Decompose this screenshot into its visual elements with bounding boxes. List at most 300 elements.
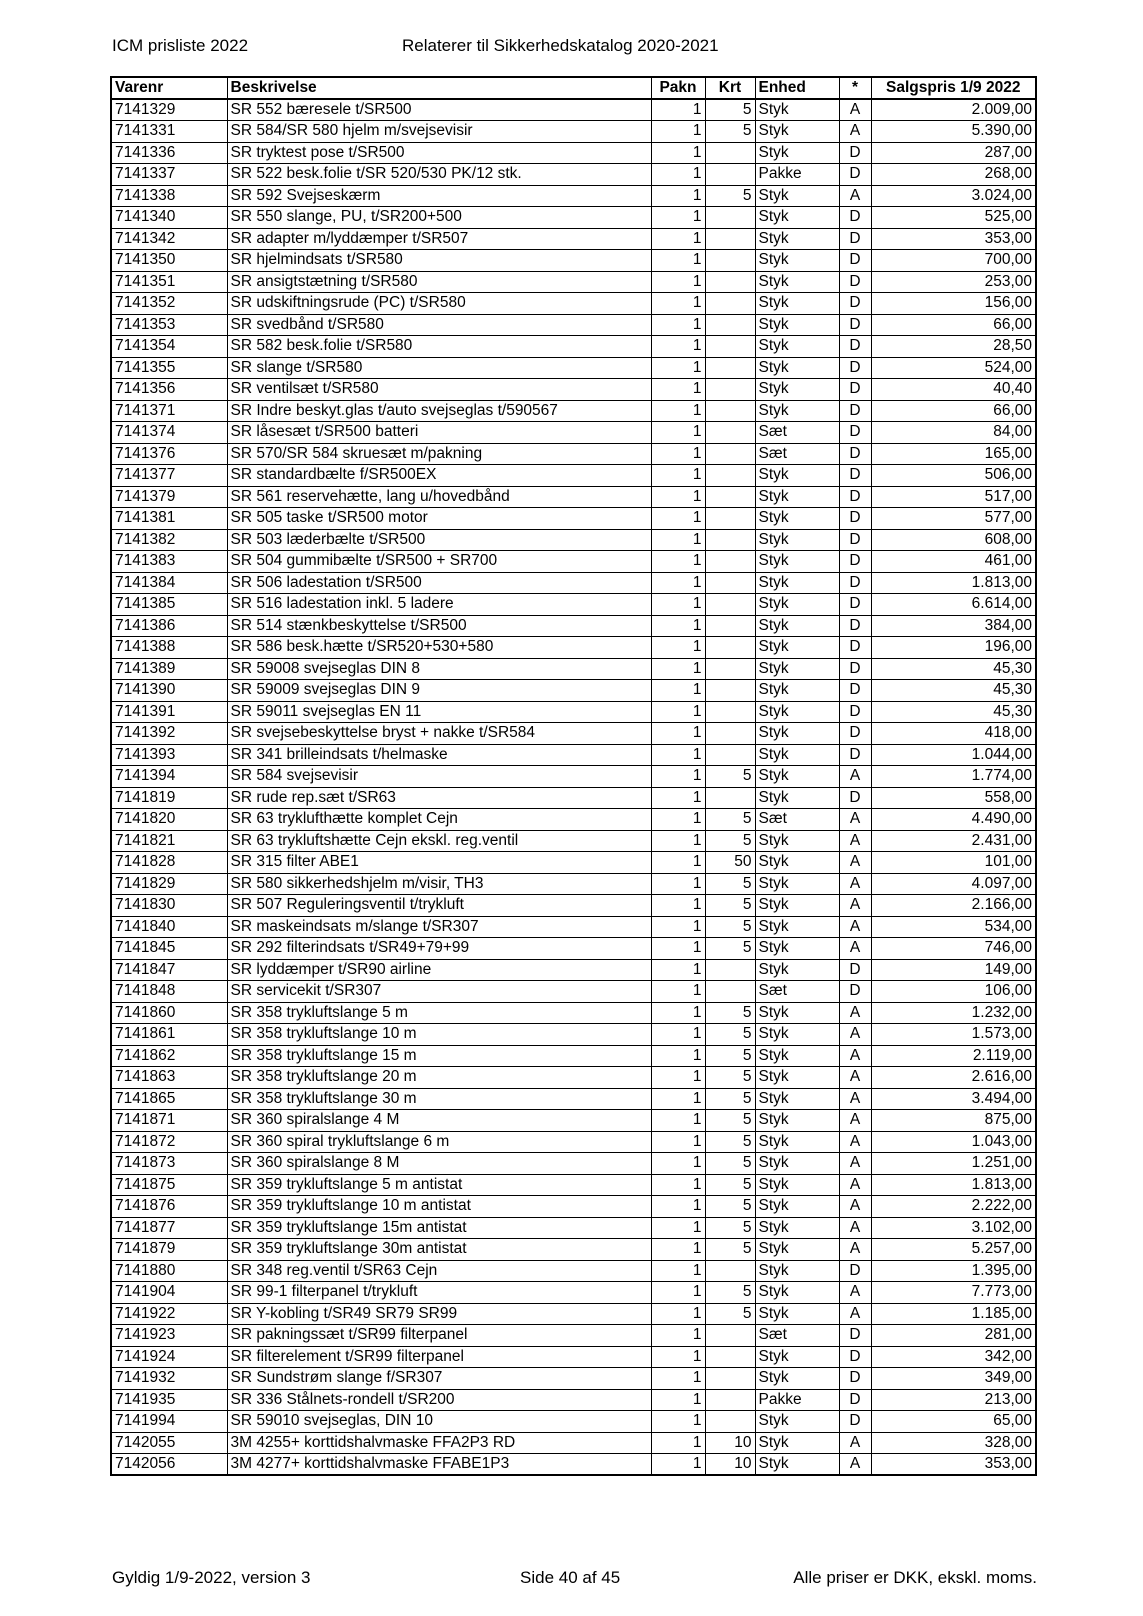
cell-beskrivelse: SR 292 filterindsats t/SR49+79+99 [227, 938, 651, 960]
cell-pakn: 1 [651, 207, 705, 229]
cell-pakn: 1 [651, 228, 705, 250]
cell-krt [705, 379, 755, 401]
cell-category: D [839, 1389, 871, 1411]
cell-pakn: 1 [651, 271, 705, 293]
cell-krt: 5 [705, 1153, 755, 1175]
column-header-varenr: Varenr [111, 77, 227, 99]
table-row [111, 1002, 1036, 1024]
cell-krt [705, 572, 755, 594]
cell-enhed: Styk [755, 228, 839, 250]
cell-pakn: 1 [651, 529, 705, 551]
cell-beskrivelse: SR hjelmindsats t/SR580 [227, 250, 651, 272]
cell-salgspris: 5.257,00 [871, 1239, 1036, 1261]
cell-enhed: Styk [755, 357, 839, 379]
cell-beskrivelse: SR 358 trykluftslange 30 m [227, 1088, 651, 1110]
cell-enhed: Styk [755, 142, 839, 164]
table-row [111, 1260, 1036, 1282]
cell-beskrivelse: SR 586 besk.hætte t/SR520+530+580 [227, 637, 651, 659]
cell-beskrivelse: 3M 4255+ korttidshalvmaske FFA2P3 RD [227, 1432, 651, 1454]
cell-beskrivelse: SR 550 slange, PU, t/SR200+500 [227, 207, 651, 229]
cell-pakn: 1 [651, 916, 705, 938]
cell-beskrivelse: SR 504 gummibælte t/SR500 + SR700 [227, 551, 651, 573]
cell-pakn: 1 [651, 1389, 705, 1411]
cell-category: A [839, 895, 871, 917]
cell-varenr: 7141342 [111, 228, 227, 250]
cell-beskrivelse: SR 63 trykluftshætte Cejn ekskl. reg.ventil [227, 830, 651, 852]
cell-krt [705, 486, 755, 508]
cell-beskrivelse: SR 505 taske t/SR500 motor [227, 508, 651, 530]
cell-beskrivelse: SR pakningssæt t/SR99 filterpanel [227, 1325, 651, 1347]
table-row [111, 1045, 1036, 1067]
cell-pakn: 1 [651, 723, 705, 745]
cell-krt: 5 [705, 1196, 755, 1218]
table-row [111, 1088, 1036, 1110]
cell-beskrivelse: SR låsesæt t/SR500 batteri [227, 422, 651, 444]
cell-category: D [839, 1346, 871, 1368]
cell-salgspris: 1.043,00 [871, 1131, 1036, 1153]
cell-beskrivelse: SR slange t/SR580 [227, 357, 651, 379]
cell-enhed: Styk [755, 185, 839, 207]
cell-krt: 5 [705, 895, 755, 917]
cell-krt [705, 787, 755, 809]
cell-beskrivelse: SR standardbælte f/SR500EX [227, 465, 651, 487]
cell-pakn: 1 [651, 443, 705, 465]
cell-pakn: 1 [651, 336, 705, 358]
cell-category: A [839, 1217, 871, 1239]
cell-krt [705, 400, 755, 422]
cell-salgspris: 2.616,00 [871, 1067, 1036, 1089]
table-row [111, 637, 1036, 659]
cell-salgspris: 2.431,00 [871, 830, 1036, 852]
cell-varenr: 7141374 [111, 422, 227, 444]
cell-salgspris: 45,30 [871, 680, 1036, 702]
cell-salgspris: 84,00 [871, 422, 1036, 444]
table-row [111, 486, 1036, 508]
cell-beskrivelse: SR udskiftningsrude (PC) t/SR580 [227, 293, 651, 315]
cell-salgspris: 558,00 [871, 787, 1036, 809]
cell-enhed: Styk [755, 1217, 839, 1239]
cell-krt [705, 529, 755, 551]
cell-varenr: 7141840 [111, 916, 227, 938]
table-row [111, 787, 1036, 809]
cell-varenr: 7141922 [111, 1303, 227, 1325]
cell-krt [705, 164, 755, 186]
cell-category: D [839, 723, 871, 745]
cell-salgspris: 349,00 [871, 1368, 1036, 1390]
cell-varenr: 7141994 [111, 1411, 227, 1433]
cell-varenr: 7141383 [111, 551, 227, 573]
table-row [111, 916, 1036, 938]
cell-salgspris: 524,00 [871, 357, 1036, 379]
cell-category: A [839, 1088, 871, 1110]
table-row [111, 981, 1036, 1003]
cell-category: D [839, 142, 871, 164]
cell-varenr: 7141384 [111, 572, 227, 594]
cell-krt: 5 [705, 873, 755, 895]
cell-salgspris: 1.813,00 [871, 572, 1036, 594]
cell-pakn: 1 [651, 293, 705, 315]
cell-varenr: 7141336 [111, 142, 227, 164]
cell-pakn: 1 [651, 357, 705, 379]
cell-salgspris: 4.490,00 [871, 809, 1036, 831]
cell-pakn: 1 [651, 594, 705, 616]
cell-varenr: 7142055 [111, 1432, 227, 1454]
table-row [111, 1174, 1036, 1196]
cell-beskrivelse: SR 582 besk.folie t/SR580 [227, 336, 651, 358]
cell-enhed: Styk [755, 1131, 839, 1153]
cell-pakn: 1 [651, 680, 705, 702]
cell-salgspris: 268,00 [871, 164, 1036, 186]
cell-enhed: Pakke [755, 1389, 839, 1411]
cell-enhed: Sæt [755, 422, 839, 444]
cell-enhed: Styk [755, 508, 839, 530]
cell-enhed: Styk [755, 271, 839, 293]
cell-salgspris: 66,00 [871, 400, 1036, 422]
cell-pakn: 1 [651, 1131, 705, 1153]
cell-category: D [839, 744, 871, 766]
cell-category: D [839, 1260, 871, 1282]
cell-varenr: 7141935 [111, 1389, 227, 1411]
cell-varenr: 7141880 [111, 1260, 227, 1282]
cell-category: D [839, 164, 871, 186]
cell-category: D [839, 1368, 871, 1390]
cell-krt [705, 357, 755, 379]
cell-beskrivelse: SR 360 spiralslange 8 M [227, 1153, 651, 1175]
cell-pakn: 1 [651, 873, 705, 895]
table-row [111, 99, 1036, 121]
cell-salgspris: 196,00 [871, 637, 1036, 659]
cell-pakn: 1 [651, 938, 705, 960]
cell-varenr: 7141875 [111, 1174, 227, 1196]
table-row [111, 1303, 1036, 1325]
cell-krt [705, 1346, 755, 1368]
cell-enhed: Styk [755, 336, 839, 358]
cell-varenr: 7141848 [111, 981, 227, 1003]
cell-salgspris: 342,00 [871, 1346, 1036, 1368]
cell-pakn: 1 [651, 1454, 705, 1476]
cell-varenr: 7141329 [111, 99, 227, 121]
cell-pakn: 1 [651, 895, 705, 917]
cell-varenr: 7141820 [111, 809, 227, 831]
cell-krt [705, 594, 755, 616]
cell-category: D [839, 1325, 871, 1347]
cell-category: D [839, 529, 871, 551]
cell-enhed: Styk [755, 1153, 839, 1175]
table-row [111, 271, 1036, 293]
table-row [111, 701, 1036, 723]
cell-salgspris: 106,00 [871, 981, 1036, 1003]
cell-krt: 5 [705, 1045, 755, 1067]
cell-varenr: 7141351 [111, 271, 227, 293]
cell-krt: 10 [705, 1432, 755, 1454]
cell-category: D [839, 207, 871, 229]
cell-enhed: Styk [755, 658, 839, 680]
cell-category: D [839, 443, 871, 465]
cell-category: D [839, 594, 871, 616]
table-row [111, 529, 1036, 551]
cell-varenr: 7141388 [111, 637, 227, 659]
cell-pakn: 1 [651, 185, 705, 207]
cell-krt: 5 [705, 830, 755, 852]
cell-salgspris: 534,00 [871, 916, 1036, 938]
cell-beskrivelse: SR servicekit t/SR307 [227, 981, 651, 1003]
cell-enhed: Styk [755, 830, 839, 852]
cell-salgspris: 45,30 [871, 701, 1036, 723]
cell-salgspris: 3.024,00 [871, 185, 1036, 207]
cell-beskrivelse: SR 315 filter ABE1 [227, 852, 651, 874]
cell-beskrivelse: SR lyddæmper t/SR90 airline [227, 959, 651, 981]
cell-varenr: 7141871 [111, 1110, 227, 1132]
cell-beskrivelse: SR 59010 svejseglas, DIN 10 [227, 1411, 651, 1433]
cell-salgspris: 1.395,00 [871, 1260, 1036, 1282]
cell-beskrivelse: SR 506 ladestation t/SR500 [227, 572, 651, 594]
cell-pakn: 1 [651, 1110, 705, 1132]
cell-krt: 5 [705, 1002, 755, 1024]
cell-beskrivelse: SR filterelement t/SR99 filterpanel [227, 1346, 651, 1368]
cell-enhed: Styk [755, 1346, 839, 1368]
cell-krt [705, 443, 755, 465]
cell-enhed: Styk [755, 1088, 839, 1110]
cell-enhed: Styk [755, 1196, 839, 1218]
cell-varenr: 7142056 [111, 1454, 227, 1476]
cell-krt: 50 [705, 852, 755, 874]
cell-enhed: Styk [755, 1024, 839, 1046]
cell-varenr: 7141923 [111, 1325, 227, 1347]
cell-krt [705, 293, 755, 315]
cell-krt [705, 551, 755, 573]
cell-krt [705, 142, 755, 164]
table-row [111, 1454, 1036, 1476]
cell-beskrivelse: SR 59011 svejseglas EN 11 [227, 701, 651, 723]
table-row [111, 250, 1036, 272]
table-row [111, 852, 1036, 874]
table-row [111, 1346, 1036, 1368]
cell-enhed: Styk [755, 1045, 839, 1067]
cell-category: A [839, 1454, 871, 1476]
cell-enhed: Styk [755, 938, 839, 960]
table-row [111, 658, 1036, 680]
cell-beskrivelse: SR Indre beskyt.glas t/auto svejseglas t/590567 [227, 400, 651, 422]
cell-salgspris: 7.773,00 [871, 1282, 1036, 1304]
table-row [111, 1325, 1036, 1347]
cell-category: D [839, 228, 871, 250]
cell-salgspris: 165,00 [871, 443, 1036, 465]
cell-varenr: 7141386 [111, 615, 227, 637]
cell-category: A [839, 1045, 871, 1067]
cell-varenr: 7141381 [111, 508, 227, 530]
cell-pakn: 1 [651, 1282, 705, 1304]
cell-varenr: 7141872 [111, 1131, 227, 1153]
cell-pakn: 1 [651, 1432, 705, 1454]
cell-krt [705, 465, 755, 487]
cell-beskrivelse: SR 360 spiralslange 4 M [227, 1110, 651, 1132]
cell-salgspris: 2.119,00 [871, 1045, 1036, 1067]
table-row [111, 873, 1036, 895]
cell-beskrivelse: SR 341 brilleindsats t/helmaske [227, 744, 651, 766]
table-row [111, 228, 1036, 250]
cell-varenr: 7141393 [111, 744, 227, 766]
cell-enhed: Styk [755, 250, 839, 272]
cell-category: D [839, 615, 871, 637]
cell-enhed: Styk [755, 873, 839, 895]
cell-salgspris: 156,00 [871, 293, 1036, 315]
cell-varenr: 7141861 [111, 1024, 227, 1046]
cell-salgspris: 875,00 [871, 1110, 1036, 1132]
table-row [111, 121, 1036, 143]
cell-category: A [839, 830, 871, 852]
cell-enhed: Pakke [755, 164, 839, 186]
cell-salgspris: 65,00 [871, 1411, 1036, 1433]
cell-krt [705, 981, 755, 1003]
cell-beskrivelse: SR 99-1 filterpanel t/trykluft [227, 1282, 651, 1304]
cell-enhed: Styk [755, 486, 839, 508]
cell-salgspris: 1.251,00 [871, 1153, 1036, 1175]
cell-category: A [839, 1282, 871, 1304]
cell-pakn: 1 [651, 787, 705, 809]
cell-krt: 5 [705, 1239, 755, 1261]
cell-pakn: 1 [651, 1368, 705, 1390]
cell-enhed: Styk [755, 637, 839, 659]
table-row [111, 1411, 1036, 1433]
cell-krt: 5 [705, 1088, 755, 1110]
cell-krt [705, 422, 755, 444]
cell-salgspris: 353,00 [871, 1454, 1036, 1476]
cell-category: D [839, 787, 871, 809]
cell-category: A [839, 121, 871, 143]
cell-beskrivelse: SR 516 ladestation inkl. 5 ladere [227, 594, 651, 616]
cell-enhed: Styk [755, 744, 839, 766]
cell-salgspris: 746,00 [871, 938, 1036, 960]
cell-enhed: Styk [755, 895, 839, 917]
cell-krt: 5 [705, 1303, 755, 1325]
cell-varenr: 7141382 [111, 529, 227, 551]
table-row [111, 379, 1036, 401]
cell-category: D [839, 336, 871, 358]
cell-enhed: Styk [755, 1411, 839, 1433]
cell-salgspris: 1.185,00 [871, 1303, 1036, 1325]
cell-enhed: Styk [755, 959, 839, 981]
cell-enhed: Styk [755, 99, 839, 121]
cell-category: A [839, 1110, 871, 1132]
cell-category: D [839, 293, 871, 315]
cell-category: D [839, 1411, 871, 1433]
cell-krt: 5 [705, 1067, 755, 1089]
cell-beskrivelse: SR 336 Stålnets-rondell t/SR200 [227, 1389, 651, 1411]
cell-beskrivelse: SR 561 reservehætte, lang u/hovedbånd [227, 486, 651, 508]
cell-enhed: Styk [755, 1110, 839, 1132]
cell-salgspris: 1.774,00 [871, 766, 1036, 788]
table-row [111, 1131, 1036, 1153]
cell-category: A [839, 99, 871, 121]
cell-category: A [839, 916, 871, 938]
table-row [111, 293, 1036, 315]
cell-varenr: 7141865 [111, 1088, 227, 1110]
table-row [111, 1067, 1036, 1089]
cell-krt: 5 [705, 185, 755, 207]
cell-salgspris: 28,50 [871, 336, 1036, 358]
cell-beskrivelse: SR Y-kobling t/SR49 SR79 SR99 [227, 1303, 651, 1325]
table-row [111, 422, 1036, 444]
cell-beskrivelse: SR 522 besk.folie t/SR 520/530 PK/12 stk. [227, 164, 651, 186]
cell-krt [705, 1368, 755, 1390]
cell-salgspris: 66,00 [871, 314, 1036, 336]
cell-varenr: 7141392 [111, 723, 227, 745]
cell-category: A [839, 766, 871, 788]
cell-beskrivelse: SR 580 sikkerhedshjelm m/visir, TH3 [227, 873, 651, 895]
cell-krt [705, 250, 755, 272]
cell-beskrivelse: SR 358 trykluftslange 15 m [227, 1045, 651, 1067]
cell-pakn: 1 [651, 1217, 705, 1239]
cell-beskrivelse: SR 359 trykluftslange 5 m antistat [227, 1174, 651, 1196]
cell-beskrivelse: SR 592 Svejseskærm [227, 185, 651, 207]
cell-beskrivelse: SR 514 stænkbeskyttelse t/SR500 [227, 615, 651, 637]
cell-enhed: Styk [755, 1174, 839, 1196]
cell-category: A [839, 1432, 871, 1454]
cell-varenr: 7141828 [111, 852, 227, 874]
cell-varenr: 7141337 [111, 164, 227, 186]
table-row [111, 1432, 1036, 1454]
cell-varenr: 7141876 [111, 1196, 227, 1218]
cell-enhed: Styk [755, 1432, 839, 1454]
cell-enhed: Styk [755, 529, 839, 551]
cell-beskrivelse: SR 359 trykluftslange 30m antistat [227, 1239, 651, 1261]
cell-salgspris: 506,00 [871, 465, 1036, 487]
cell-category: A [839, 852, 871, 874]
table-row [111, 1368, 1036, 1390]
cell-krt [705, 658, 755, 680]
cell-varenr: 7141819 [111, 787, 227, 809]
cell-krt [705, 1389, 755, 1411]
cell-varenr: 7141350 [111, 250, 227, 272]
cell-salgspris: 328,00 [871, 1432, 1036, 1454]
cell-pakn: 1 [651, 1174, 705, 1196]
cell-krt [705, 207, 755, 229]
cell-varenr: 7141354 [111, 336, 227, 358]
cell-category: D [839, 314, 871, 336]
table-row [111, 1024, 1036, 1046]
cell-salgspris: 608,00 [871, 529, 1036, 551]
cell-pakn: 1 [651, 422, 705, 444]
cell-salgspris: 525,00 [871, 207, 1036, 229]
cell-beskrivelse: 3M 4277+ korttidshalvmaske FFABE1P3 [227, 1454, 651, 1476]
cell-krt [705, 637, 755, 659]
cell-varenr: 7141385 [111, 594, 227, 616]
cell-category: D [839, 465, 871, 487]
cell-beskrivelse: SR ansigtstætning t/SR580 [227, 271, 651, 293]
table-row [111, 744, 1036, 766]
footer-currency-note: Alle priser er DKK, ekskl. moms. [793, 1568, 1037, 1587]
cell-enhed: Styk [755, 766, 839, 788]
column-header-enhed: Enhed [755, 77, 839, 99]
cell-category: D [839, 250, 871, 272]
cell-beskrivelse: SR svejsebeskyttelse bryst + nakke t/SR584 [227, 723, 651, 745]
cell-beskrivelse: SR 358 trykluftslange 5 m [227, 1002, 651, 1024]
table-row [111, 680, 1036, 702]
table-row [111, 1282, 1036, 1304]
price-table [110, 76, 1037, 1476]
cell-pakn: 1 [651, 1024, 705, 1046]
cell-salgspris: 213,00 [871, 1389, 1036, 1411]
cell-pakn: 1 [651, 465, 705, 487]
header-left: ICM prisliste 2022 [112, 36, 249, 55]
cell-category: D [839, 551, 871, 573]
cell-enhed: Styk [755, 1368, 839, 1390]
cell-varenr: 7141877 [111, 1217, 227, 1239]
table-row [111, 830, 1036, 852]
cell-varenr: 7141340 [111, 207, 227, 229]
cell-varenr: 7141331 [111, 121, 227, 143]
cell-enhed: Styk [755, 293, 839, 315]
